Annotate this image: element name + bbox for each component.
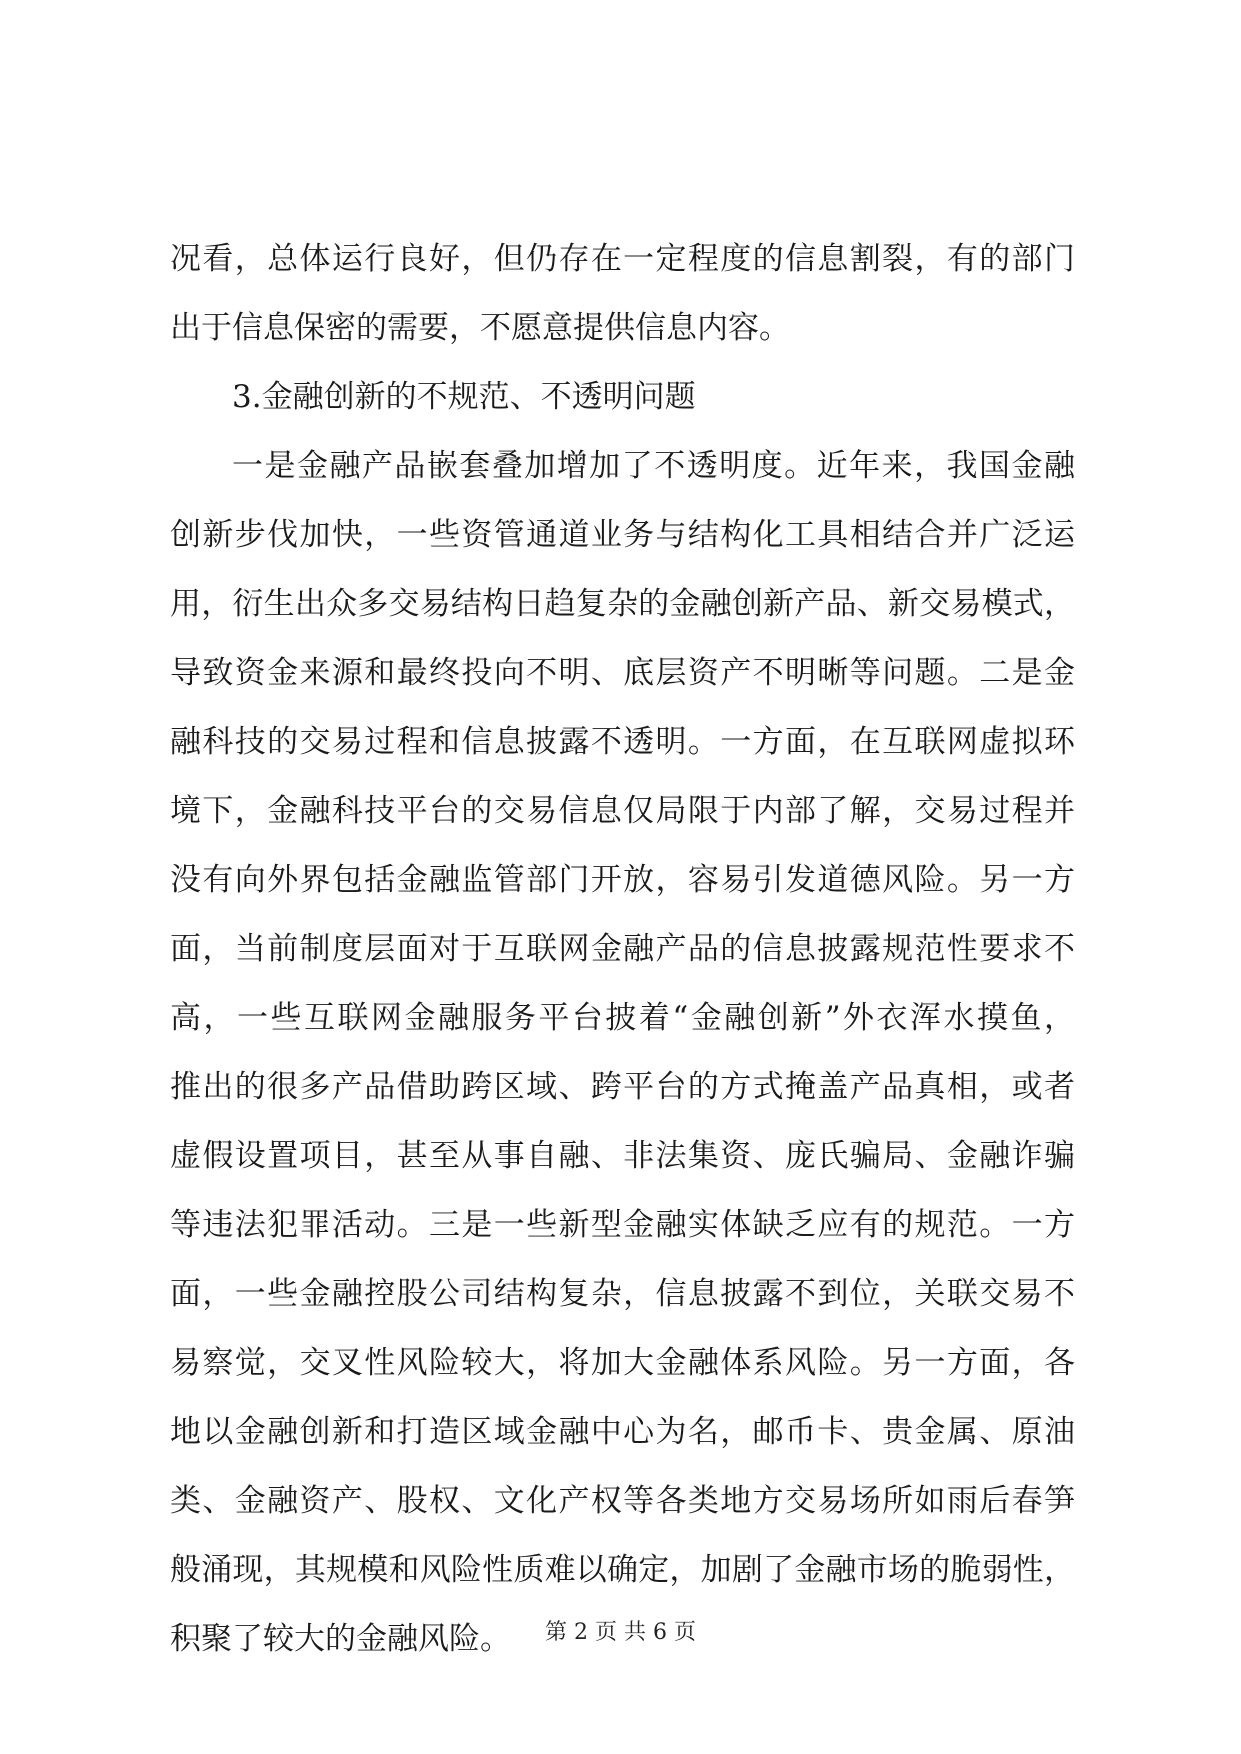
text-line-14: 虚假设置项目，甚至从事自融、非法集资、庞氏骗局、金融诈骗 bbox=[170, 1138, 1075, 1174]
text-line-10: 没有向外界包括金融监管部门开放，容易引发道德风险。另一方 bbox=[170, 862, 1075, 898]
text-line-1: 况看，总体运行良好，但仍存在一定程度的信息割裂，有的部门 bbox=[170, 241, 1075, 277]
text-line-6: 用，衍生出众多交易结构日趋复杂的金融创新产品、新交易模式， bbox=[170, 586, 1075, 622]
text-line-11: 面，当前制度层面对于互联网金融产品的信息披露规范性要求不 bbox=[170, 931, 1075, 967]
text-line-15: 等违法犯罪活动。三是一些新型金融实体缺乏应有的规范。一方 bbox=[170, 1207, 1075, 1243]
section-heading: 3.金融创新的不规范、不透明问题 bbox=[232, 379, 696, 415]
text-line-12: 高，一些互联网金融服务平台披着“金融创新”外衣浑水摸鱼， bbox=[170, 1000, 1075, 1036]
text-line-7: 导致资金来源和最终投向不明、底层资产不明晰等问题。二是金 bbox=[170, 655, 1075, 691]
text-line-9: 境下，金融科技平台的交易信息仅局限于内部了解，交易过程并 bbox=[170, 793, 1075, 829]
document-body bbox=[170, 225, 1075, 1674]
page-number-footer: 第 2 页 共 6 页 bbox=[545, 1620, 696, 1645]
text-line-19: 类、金融资产、股权、文化产权等各类地方交易场所如雨后春笋 bbox=[170, 1483, 1075, 1519]
text-line-13: 推出的很多产品借助跨区域、跨平台的方式掩盖产品真相，或者 bbox=[170, 1069, 1075, 1105]
text-line-8: 融科技的交易过程和信息披露不透明。一方面，在互联网虚拟环 bbox=[170, 724, 1075, 760]
text-line-20: 般涌现，其规模和风险性质难以确定，加剧了金融市场的脆弱性， bbox=[170, 1552, 1075, 1588]
text-line-18: 地以金融创新和打造区域金融中心为名，邮币卡、贵金属、原油 bbox=[170, 1414, 1075, 1450]
text-line-17: 易察觉，交叉性风险较大，将加大金融体系风险。另一方面，各 bbox=[170, 1345, 1075, 1381]
text-line-5: 创新步伐加快，一些资管通道业务与结构化工具相结合并广泛运 bbox=[170, 517, 1075, 553]
text-line-21: 积聚了较大的金融风险。 bbox=[170, 1621, 511, 1657]
text-line-2: 出于信息保密的需要，不愿意提供信息内容。 bbox=[170, 310, 790, 346]
text-line-16: 面，一些金融控股公司结构复杂，信息披露不到位，关联交易不 bbox=[170, 1276, 1075, 1312]
text-line-4: 一是金融产品嵌套叠加增加了不透明度。近年来，我国金融 bbox=[232, 448, 1075, 484]
